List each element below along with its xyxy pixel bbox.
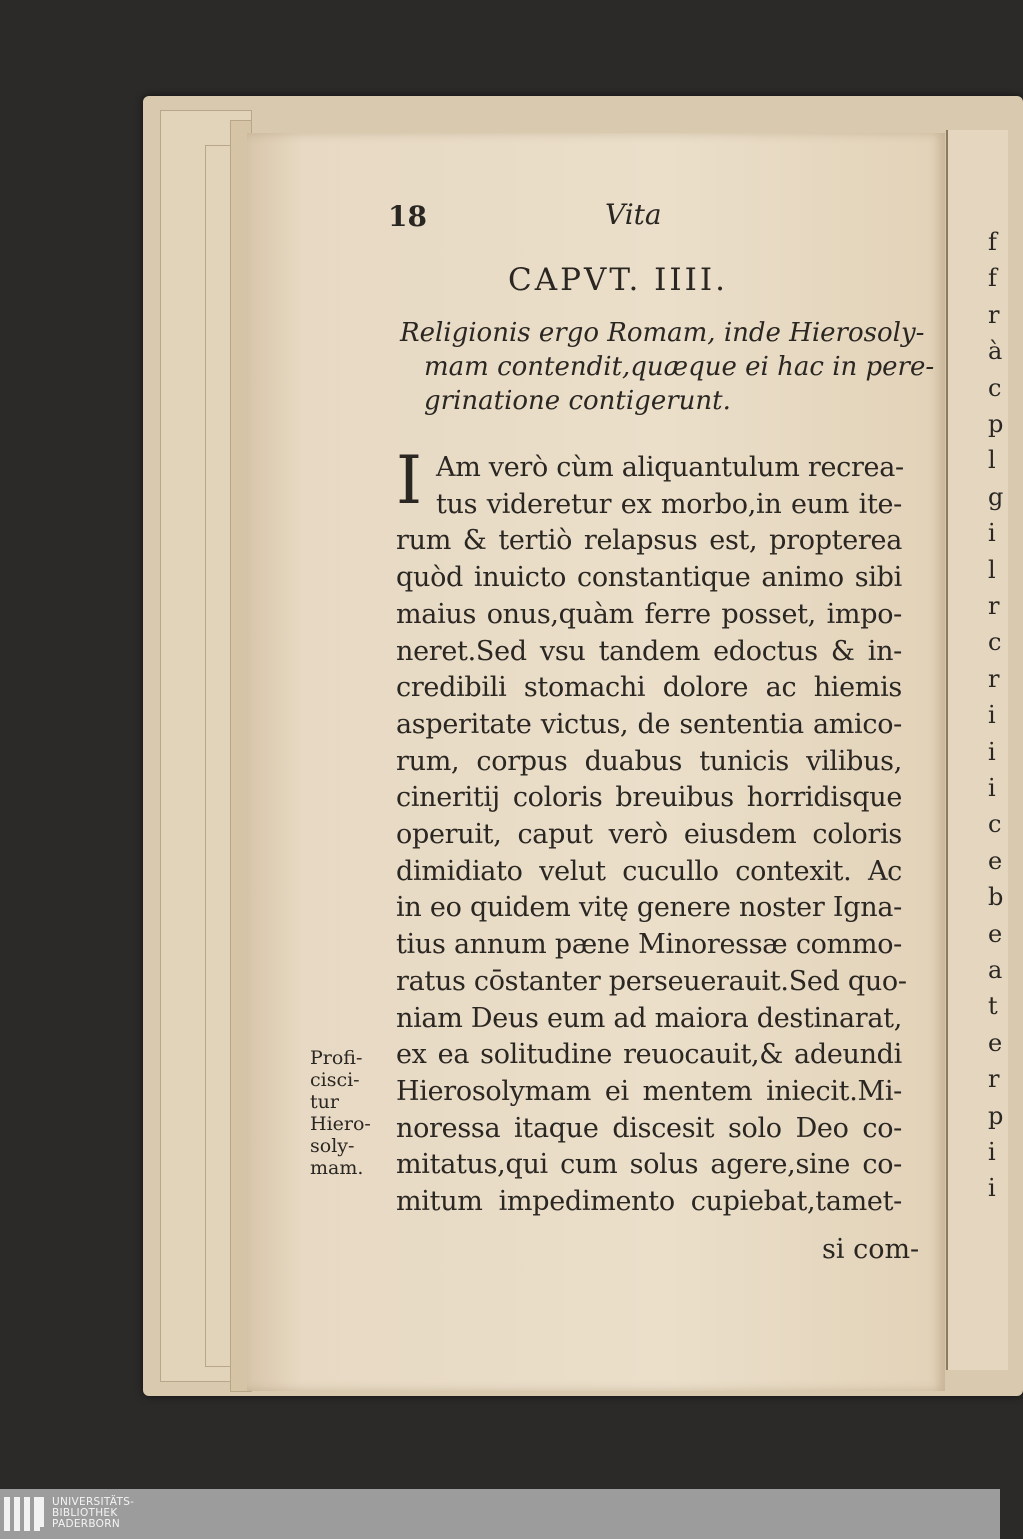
page-number: 18 <box>388 200 427 233</box>
chapter-title: CAPVT. IIII. <box>508 262 729 298</box>
summary-line: mam contendit,quæque ei hac in pere- <box>424 352 935 382</box>
body-line: Hierosolymam ei mentem iniecit.Mi- <box>396 1075 902 1107</box>
facing-page-fragment: e <box>988 1028 1003 1057</box>
body-line: rum, corpus duabus tunicis vilibus, <box>396 745 902 777</box>
body-line: cineritij coloris breuibus horridisque <box>396 782 902 814</box>
summary-line: Religionis ergo Romam, inde Hierosoly- <box>400 318 925 348</box>
marginal-note-line: soly- <box>310 1135 355 1157</box>
body-line: neret.Sed vsu tandem edoctus & in- <box>396 635 902 667</box>
body-line: tus videretur ex morbo,in eum ite- <box>436 488 902 520</box>
facing-page-fragment: t <box>988 992 998 1021</box>
body-line: dimidiato velut cucullo contexit. Ac <box>396 855 902 887</box>
body-line: noressa itaque discesit solo Deo co- <box>396 1112 902 1144</box>
drop-cap: I <box>396 442 423 519</box>
body-line: quòd inuicto constantique animo sibi <box>396 562 902 594</box>
marginal-note-line: Profi- <box>310 1047 363 1069</box>
summary-line: grinatione contigerunt. <box>424 386 731 416</box>
body-line: niam Deus eum ad maiora destinarat, <box>396 1002 902 1034</box>
body-line: operuit, caput verò eiusdem coloris <box>396 819 902 850</box>
body-line: asperitate victus, de sententia amico- <box>396 708 902 740</box>
facing-page-fragment: r <box>988 592 1000 620</box>
body-line: rum & tertiò relapsus est, propterea <box>396 525 902 557</box>
body-line: ratus cōstanter perseuerauit.Sed quo- <box>396 965 907 997</box>
facing-page-fragment: p <box>988 1101 1004 1130</box>
facing-page-fragment: r <box>988 664 1000 693</box>
marginal-note-line: tur <box>310 1091 339 1113</box>
facing-page-fragment: l <box>988 555 996 584</box>
facing-page-fragment: l <box>988 446 996 475</box>
facing-page-fragment: f <box>988 228 997 256</box>
facing-page-fragment: i <box>988 774 996 802</box>
facing-page-fragment: e <box>988 919 1003 948</box>
facing-page-fragment: g <box>988 482 1004 511</box>
logo-line: PADERBORN <box>52 1518 120 1530</box>
body-line: ex ea solitudine reuocauit,& adeundi <box>396 1039 902 1071</box>
body-line: maius onus,quàm ferre posset, impo- <box>396 598 902 630</box>
facing-page-fragment: r <box>988 300 1000 329</box>
facing-page-fragment: r <box>988 1065 1000 1094</box>
facing-page-fragment: i <box>988 737 996 766</box>
facing-page-fragment: i <box>988 701 996 730</box>
body-line: mitatus,qui cum solus agere,sine co- <box>396 1149 902 1181</box>
facing-page-fragment: c <box>988 373 1002 402</box>
facing-page-fragment: e <box>988 846 1003 875</box>
facing-page-fragment: i <box>988 519 996 548</box>
logo-line: UNIVERSITÄTS- <box>52 1496 135 1508</box>
body-line: Am verò cùm aliquantulum recrea- <box>436 452 904 483</box>
facing-page-fragment: à <box>988 337 1003 366</box>
body-line: in eo quidem vitę genere noster Igna- <box>396 892 902 924</box>
facing-page-fragment: c <box>988 628 1002 657</box>
marginal-note-line: Hiero- <box>310 1113 371 1135</box>
facing-page-fragment: p <box>988 410 1004 438</box>
facing-page-fragment: c <box>988 810 1002 839</box>
facing-page-fragment: b <box>988 883 1004 912</box>
chapter-summary <box>400 316 934 418</box>
facing-page-fragment: i <box>988 1174 996 1203</box>
facing-page-fragment: f <box>988 264 997 293</box>
logo-line: BIBLIOTHEK <box>52 1507 118 1519</box>
body-line: mitum impedimento cupiebat,tamet- <box>396 1186 902 1217</box>
body-line: credibili stomachi dolore ac hiemis <box>396 672 902 704</box>
facing-page-fragment: a <box>988 956 1003 984</box>
catchword: si com- <box>822 1234 920 1265</box>
running-title: Vita <box>605 198 662 231</box>
facing-page-fragment: i <box>988 1138 996 1166</box>
marginal-note-line: mam. <box>310 1157 364 1179</box>
marginal-note-line: cisci- <box>310 1069 360 1091</box>
body-line: tius annum pæne Minoressæ commo- <box>396 929 902 961</box>
footer-bar <box>0 1489 1000 1539</box>
